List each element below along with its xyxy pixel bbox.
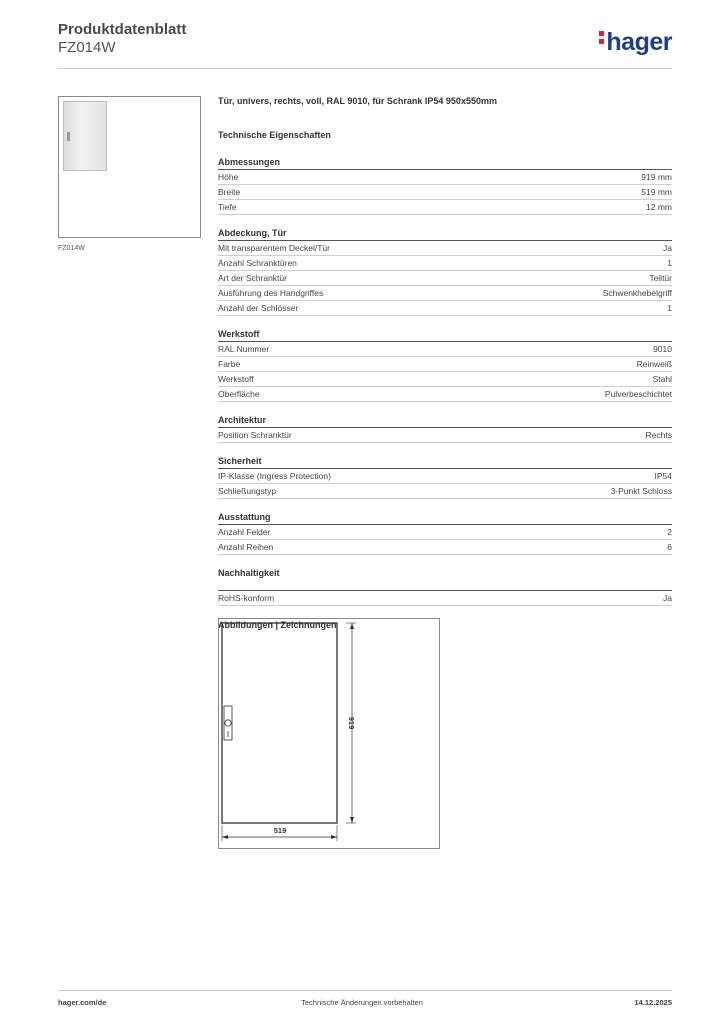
spec-label: Position Schranktür (218, 430, 292, 440)
product-image (58, 96, 201, 238)
spec-row (218, 286, 672, 301)
spec-label: Anzahl der Schlösser (218, 303, 299, 313)
spec-label: Schließungstyp (218, 486, 277, 496)
spec-value: 6 (667, 542, 672, 552)
spec-row (218, 301, 672, 316)
tech-properties-heading: Technische Eigenschaften (218, 130, 331, 140)
spec-row (218, 484, 672, 499)
spec-value: 1 (667, 258, 672, 268)
spec-value: 919 mm (641, 172, 672, 182)
spec-row (218, 469, 672, 484)
spec-label: Mit transparentem Deckel/Tür (218, 243, 330, 253)
section-abdeckung (218, 227, 672, 316)
spec-label: Tiefe (218, 202, 237, 212)
footer-divider (58, 990, 672, 991)
product-description: Tür, univers, rechts, voll, RAL 9010, für Schrank IP54 950x550mm (218, 96, 497, 106)
article-number: FZ014W (58, 39, 116, 56)
footer-date: 14.12.2025 (634, 998, 672, 1007)
section-title: Abmessungen (218, 156, 672, 170)
product-image-caption: FZ014W (58, 245, 85, 252)
spec-label: Art der Schranktür (218, 273, 287, 283)
spec-label: Werkstoff (218, 374, 254, 384)
spec-row (218, 540, 672, 555)
section-title: Sicherheit (218, 455, 672, 469)
section-title: Abdeckung, Tür (218, 227, 672, 241)
spec-label: Oberfläche (218, 389, 260, 399)
section-nachhaltigkeit (218, 567, 672, 606)
drawings-heading: Abbildungen | Zeichnungen (218, 620, 337, 630)
logo-text: hager (606, 28, 672, 56)
spec-row (218, 200, 672, 215)
spec-row (218, 372, 672, 387)
logo-dots-icon (599, 31, 604, 47)
spec-content (218, 96, 672, 632)
spec-value: Reinweiß (636, 359, 672, 369)
spec-row (218, 185, 672, 200)
spec-row (218, 357, 672, 372)
spec-row (218, 591, 672, 606)
section-ausstattung (218, 511, 672, 555)
spec-row (218, 256, 672, 271)
spec-row (218, 241, 672, 256)
spec-value: Rechts (645, 430, 672, 440)
spec-row (218, 525, 672, 540)
section-werkstoff (218, 328, 672, 402)
spec-value: 519 mm (641, 187, 672, 197)
height-dimension-label: 919 (347, 716, 356, 730)
spec-row (218, 387, 672, 402)
section-abmessungen (218, 156, 672, 215)
section-title: Ausstattung (218, 511, 672, 525)
section-title: Werkstoff (218, 328, 672, 342)
spec-label: RoHS-konform (218, 593, 275, 603)
spec-label: Breite (218, 187, 241, 197)
spec-value: 3-Punkt Schloss (610, 486, 672, 496)
spec-value: 12 mm (646, 202, 672, 212)
page-title: Produktdatenblatt (58, 21, 187, 38)
spec-row (218, 271, 672, 286)
spec-value: 1 (667, 303, 672, 313)
section-title: Nachhaltigkeit (218, 568, 280, 578)
hager-logo (599, 28, 672, 57)
door-drawing-icon (219, 619, 439, 848)
spec-row (218, 342, 672, 357)
section-architektur (218, 414, 672, 443)
section-sicherheit (218, 455, 672, 499)
spec-row (218, 428, 672, 443)
spec-value: Ja (663, 243, 672, 253)
section-divider (218, 580, 672, 591)
spec-value: 9010 (653, 344, 672, 354)
spec-label: Anzahl Schranktüren (218, 258, 297, 268)
spec-label: Farbe (218, 359, 241, 369)
spec-label: Ausführung des Handgriffes (218, 288, 324, 298)
spec-value: Pulverbeschichtet (604, 389, 672, 399)
spec-value: Teiltür (649, 273, 672, 283)
spec-value: Stahl (652, 374, 672, 384)
spec-label: Höhe (218, 172, 239, 182)
spec-row (218, 170, 672, 185)
footer-website-link[interactable]: hager.com/de (58, 998, 107, 1007)
spec-value: 2 (667, 527, 672, 537)
spec-value: Ja (663, 593, 672, 603)
door-photo-icon (63, 101, 107, 171)
section-title: Architektur (218, 414, 672, 428)
spec-value: IP54 (654, 471, 672, 481)
spec-label: IP-Klasse (Ingress Protection) (218, 471, 331, 481)
spec-label: Anzahl Reihen (218, 542, 274, 552)
spec-value: Schwenkhebelgriff (602, 288, 672, 298)
spec-label: Anzahl Felder (218, 527, 271, 537)
width-dimension-label: 519 (273, 826, 287, 835)
header-divider (58, 68, 672, 69)
footer-disclaimer: Technische Änderungen vorbehalten (301, 998, 423, 1007)
technical-drawing (218, 618, 440, 849)
spec-label: RAL Nummer (218, 344, 270, 354)
